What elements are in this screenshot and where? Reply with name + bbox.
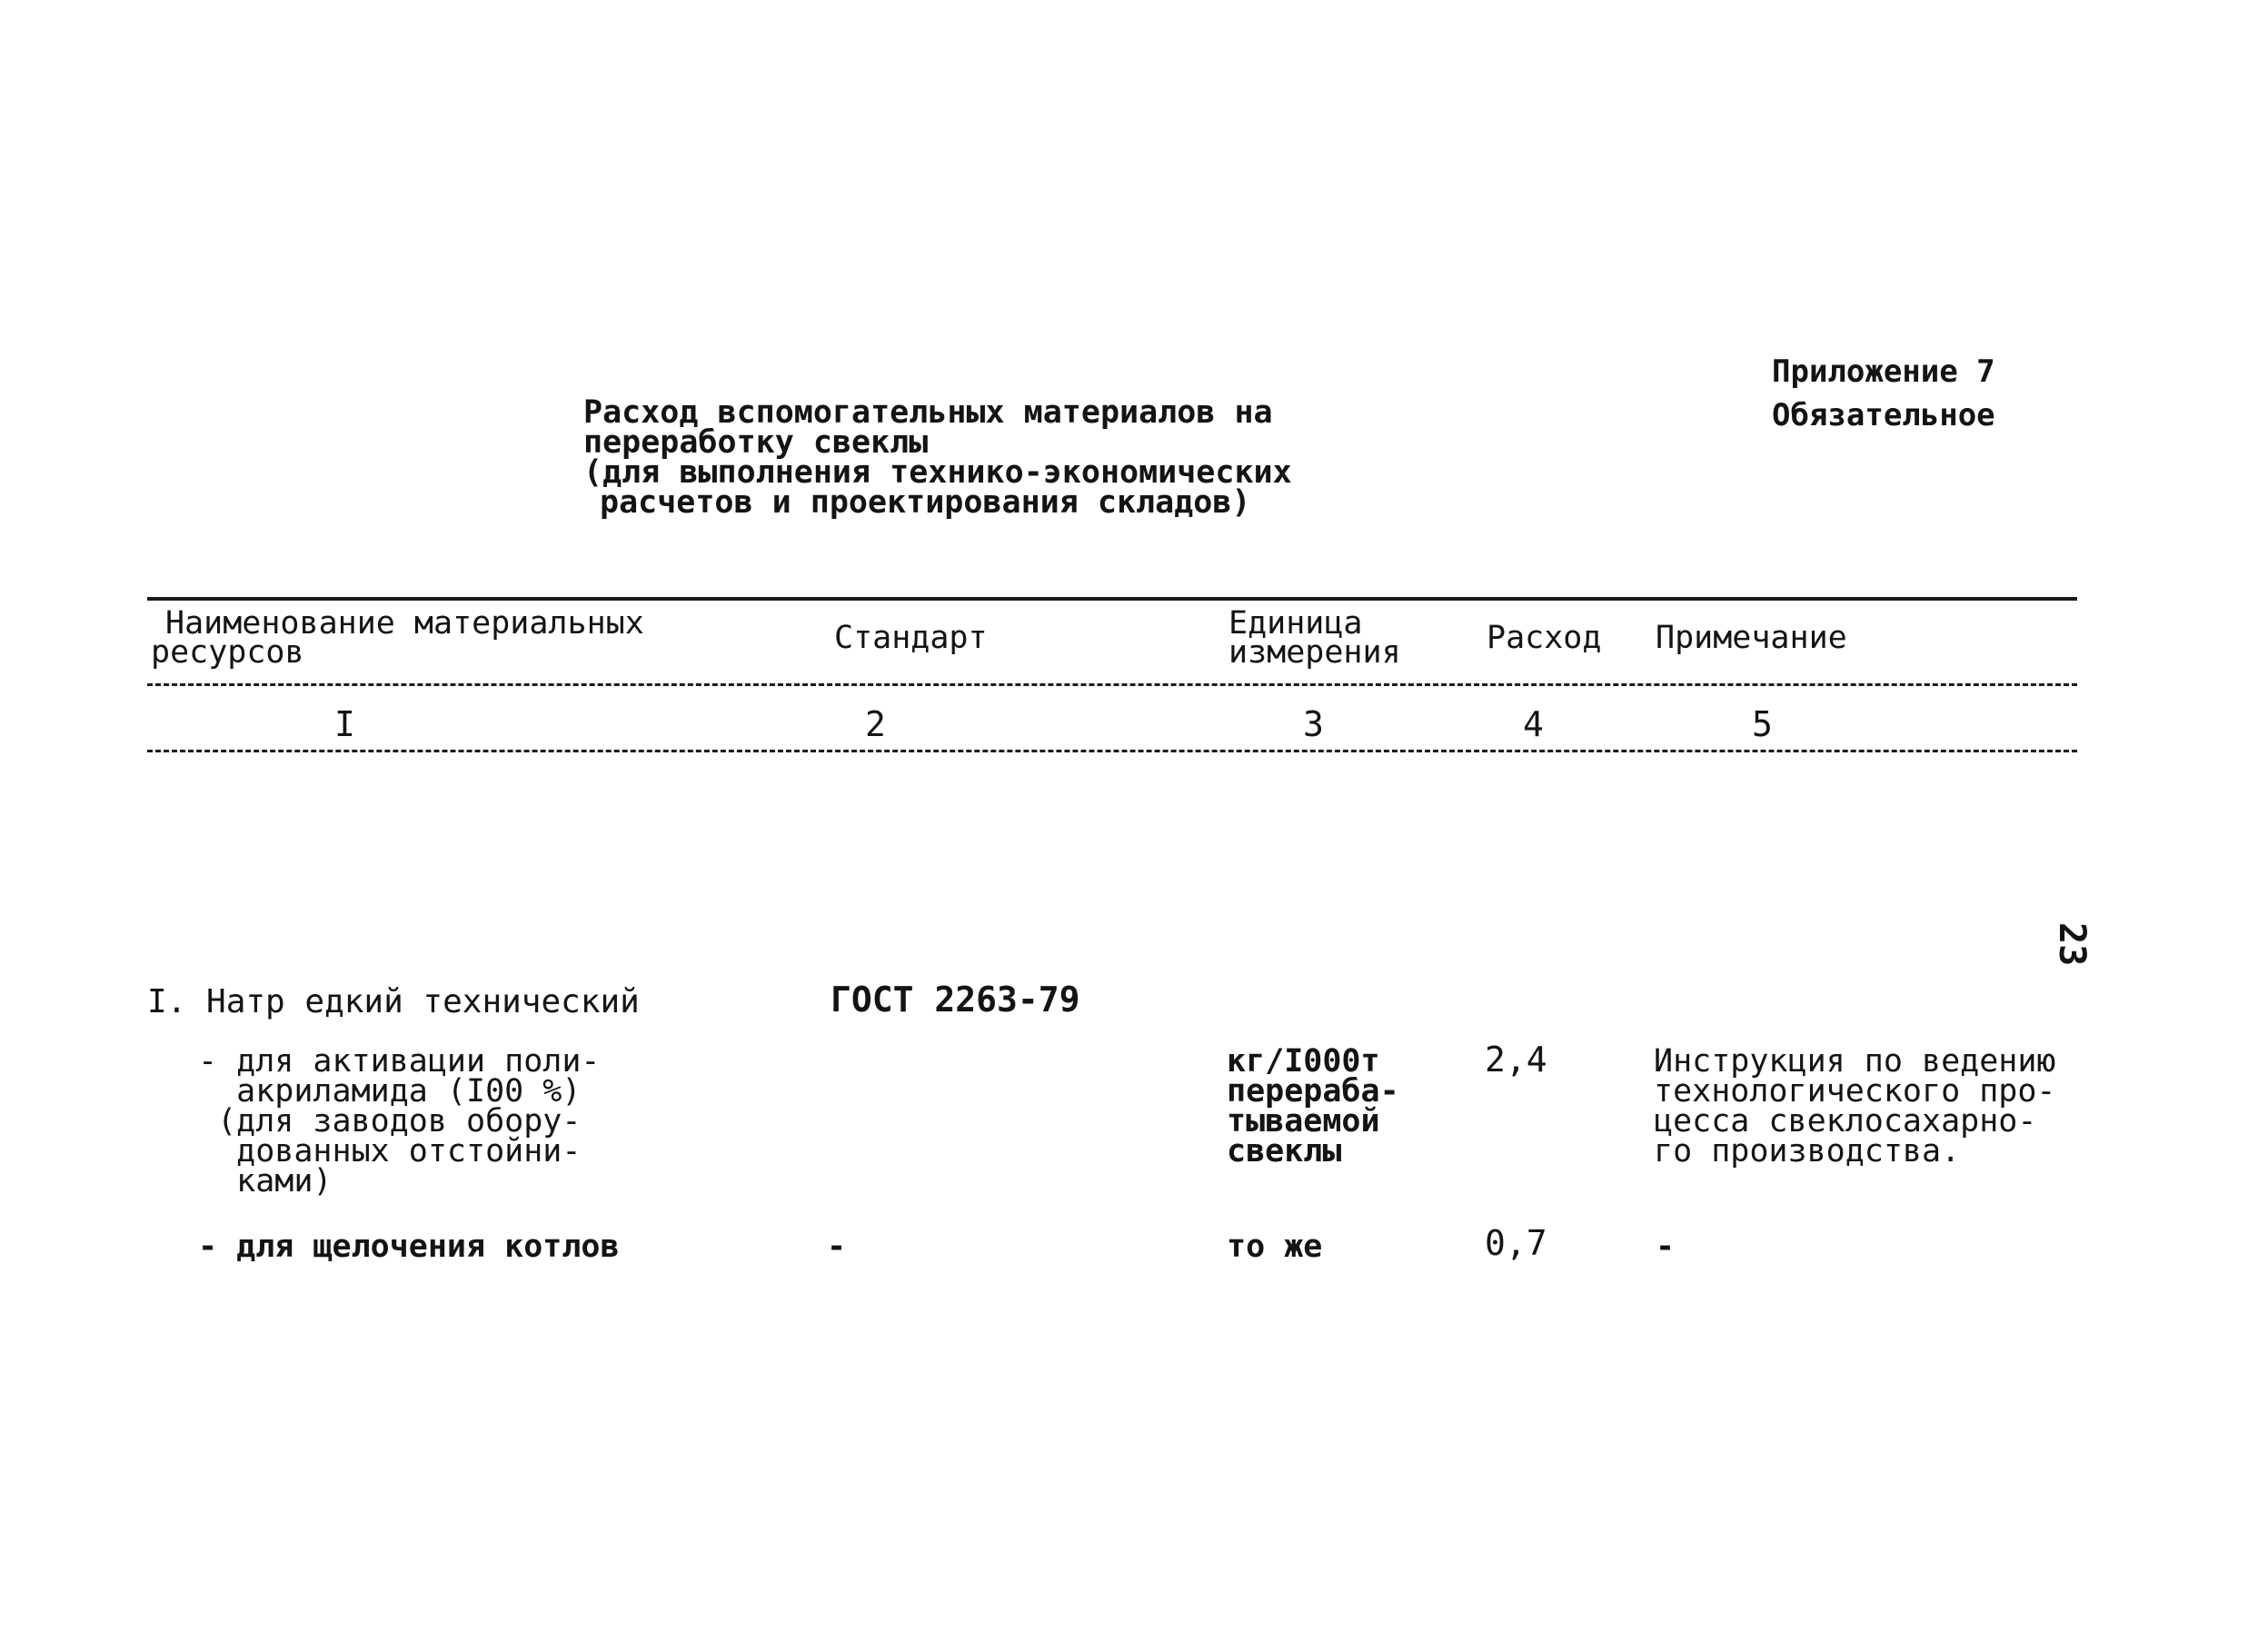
numbering-separator-rule (147, 750, 2077, 752)
header-separator-rule (147, 683, 2077, 686)
row-note-line: Инструкция по ведению (1654, 1043, 2056, 1080)
page-number: 23 (2051, 922, 2093, 967)
header-note: Примечание (1656, 620, 1847, 656)
row-unit-line: перераба- (1227, 1073, 1399, 1110)
row-standard: - (827, 1229, 847, 1265)
row-note-line: цесса свеклосахарно- (1654, 1103, 2037, 1139)
row-name: I. Натр едкий технический (147, 983, 640, 1020)
title-line: Расход вспомогательных материалов на (583, 394, 1273, 431)
row-note-line: го производства. (1654, 1133, 1961, 1169)
header-standard: Стандарт (834, 620, 988, 656)
row-note-line: технологического про- (1654, 1073, 2056, 1110)
column-number: 4 (1523, 704, 1544, 744)
row-unit: то же (1227, 1229, 1323, 1265)
title-line: расчетов и проектирования складов) (600, 484, 1251, 521)
header-name-line2: ресурсов (151, 634, 304, 671)
row-consumption: 0,7 (1485, 1223, 1547, 1263)
appendix-status: Обязательное (1772, 397, 1995, 433)
column-number: I (334, 704, 355, 744)
row-standard: ГОСТ 2263-79 (831, 980, 1080, 1020)
row-name-line: (для заводов обору- (198, 1103, 582, 1139)
column-number: 2 (865, 704, 886, 744)
row-consumption: 2,4 (1485, 1040, 1547, 1080)
header-name-line1: Наименование материальных (165, 605, 644, 642)
row-unit-line: тываемой (1227, 1103, 1380, 1139)
row-unit-line: свеклы (1227, 1133, 1342, 1169)
title-line: (для выполнения технико-экономических (583, 454, 1292, 491)
row-note: - (1656, 1229, 1676, 1265)
row-name-line: дованных отстойни- (198, 1133, 582, 1169)
document-title (583, 394, 1292, 521)
header-unit-line2: измерения (1228, 634, 1401, 671)
row-name-line: - для активации поли- (198, 1043, 601, 1080)
row-unit-line: кг/I000т (1227, 1043, 1380, 1080)
row-name-line: акриламида (I00 %) (198, 1073, 582, 1110)
column-number: 5 (1752, 704, 1773, 744)
title-line: переработку свеклы (583, 424, 929, 461)
column-number: 3 (1303, 704, 1324, 744)
appendix-label: Приложение 7 (1772, 353, 1995, 390)
row-name: - для щелочения котлов (198, 1229, 620, 1265)
header-consumption: Расход (1487, 620, 1602, 656)
header-unit-line1: Единица (1228, 605, 1363, 642)
row-name-line: ками) (198, 1163, 333, 1199)
table-top-rule (147, 597, 2077, 601)
